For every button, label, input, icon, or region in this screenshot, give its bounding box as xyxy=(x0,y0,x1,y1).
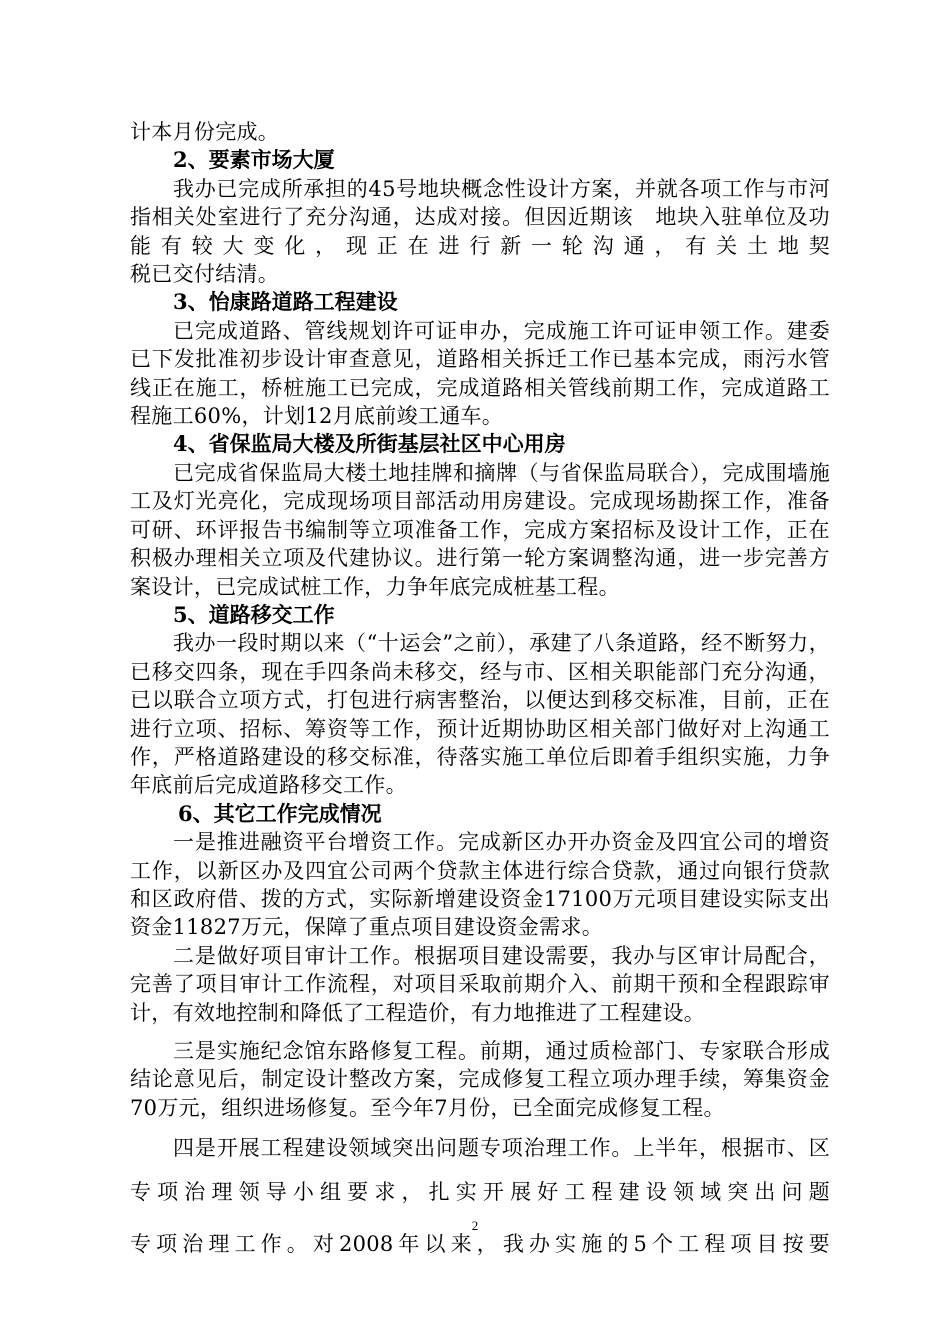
heading-insurance-bureau-building: 4、省保监局大楼及所街基层社区中心用房 xyxy=(173,431,566,457)
heading-road-handover: 5、道路移交工作 xyxy=(173,601,335,627)
paragraph-special-governance-a: 四是开展工程建设领域突出问题专项治理工作。上半年，根据市、区专项治理领导小组要求，扎实开展好工程建设领域突出问题 xyxy=(130,1136,830,1205)
paragraph-special-governance-b: 专项治理工作。对2008年以来，我办实施的5个工程项目按要 xyxy=(130,1232,830,1257)
document-body xyxy=(130,118,830,1266)
paragraph-audit: 二是做好项目审计工作。根据项目建设需要，我办与区审计局配合，完善了项目审计工作流程，对项目采取前期介入、前期干预和全程跟踪审计，有效地控制和降低了工程造价，有力地推进了工程建设。 xyxy=(130,943,830,1025)
paragraph-financing: 一是推进融资平台增资工作。完成新区办开办资金及四宜公司的增资工作，以新区办及四宜公司两个贷款主体进行综合贷款，通过向银行贷款和区政府借、拨的方式，实际新增建设资金17100万元项目建设实际支出资金11827万元，保障了重点项目建设资金需求。 xyxy=(130,830,830,940)
paragraph-memorial-road: 三是实施纪念馆东路修复工程。前期，通过质检部门、专家联合形成结论意见后，制定设计整改方案，完成修复工程立项办理手续，筹集资金70万元，组织进场修复。至今年7月份，已全面完成修复工程。 xyxy=(130,1039,830,1120)
paragraph-yikang-road: 已完成道路、管线规划许可证申办，完成施工许可证申领工作。建委已下发批准初步设计审查意见，道路相关拆迁工作已基本完成，雨污水管线正在施工，桥桩施工已完成，完成道路相关管线前期工作，完成道路工程施工60%，计划12月底前竣工通车。 xyxy=(130,318,830,429)
paragraph-factor-market-b: 税已交付结清。 xyxy=(130,262,280,287)
paragraph-road-handover: 我办一段时期以来（“十运会”之前），承建了八条道路，经不断努力，已移交四条，现在手四条尚未移交，经与市、区相关职能部门充分沟通，已以联合立项方式，打包进行病害整治，以便达到移交标准，目前，正在进行立项、招标、筹资等工作，预计近期协助区相关部门做好对上沟通工作，严格道路建设的移交标准，待落实施工单位后即着手组织实施，力争年底前后完成道路移交工作。 xyxy=(130,631,830,798)
heading-other-work: 6、其它工作完成情况 xyxy=(178,800,382,826)
paragraph-insurance-bureau-building: 已完成省保监局大楼土地挂牌和摘牌（与省保监局联合），完成围墙施工及灯光亮化，完成现场项目部活动用房建设。完成现场勘探工作，准备可研、环评报告书编制等立项准备工作，完成方案招标及设计工作，正在积极办理相关立项及代建协议。进行第一轮方案调整沟通，进一步完善方案设计，已完成试桩工作，力争年底完成桩基工程。 xyxy=(130,460,830,599)
page-number: 2 xyxy=(471,1218,479,1233)
paragraph-continuation: 计本月份完成。 xyxy=(130,120,280,144)
heading-yikang-road: 3、怡康路道路工程建设 xyxy=(173,289,398,315)
heading-factor-market-building: 2、要素市场大厦 xyxy=(173,147,335,173)
paragraph-factor-market-a: 我办已完成所承担的45号地块概念性设计方案，并就各项工作与市河指相关处室进行了充分沟通，达成对接。但因近期该 地块入驻单位及功能有较大变化，现正在进行新一轮沟通，有关土地契 xyxy=(130,176,830,258)
